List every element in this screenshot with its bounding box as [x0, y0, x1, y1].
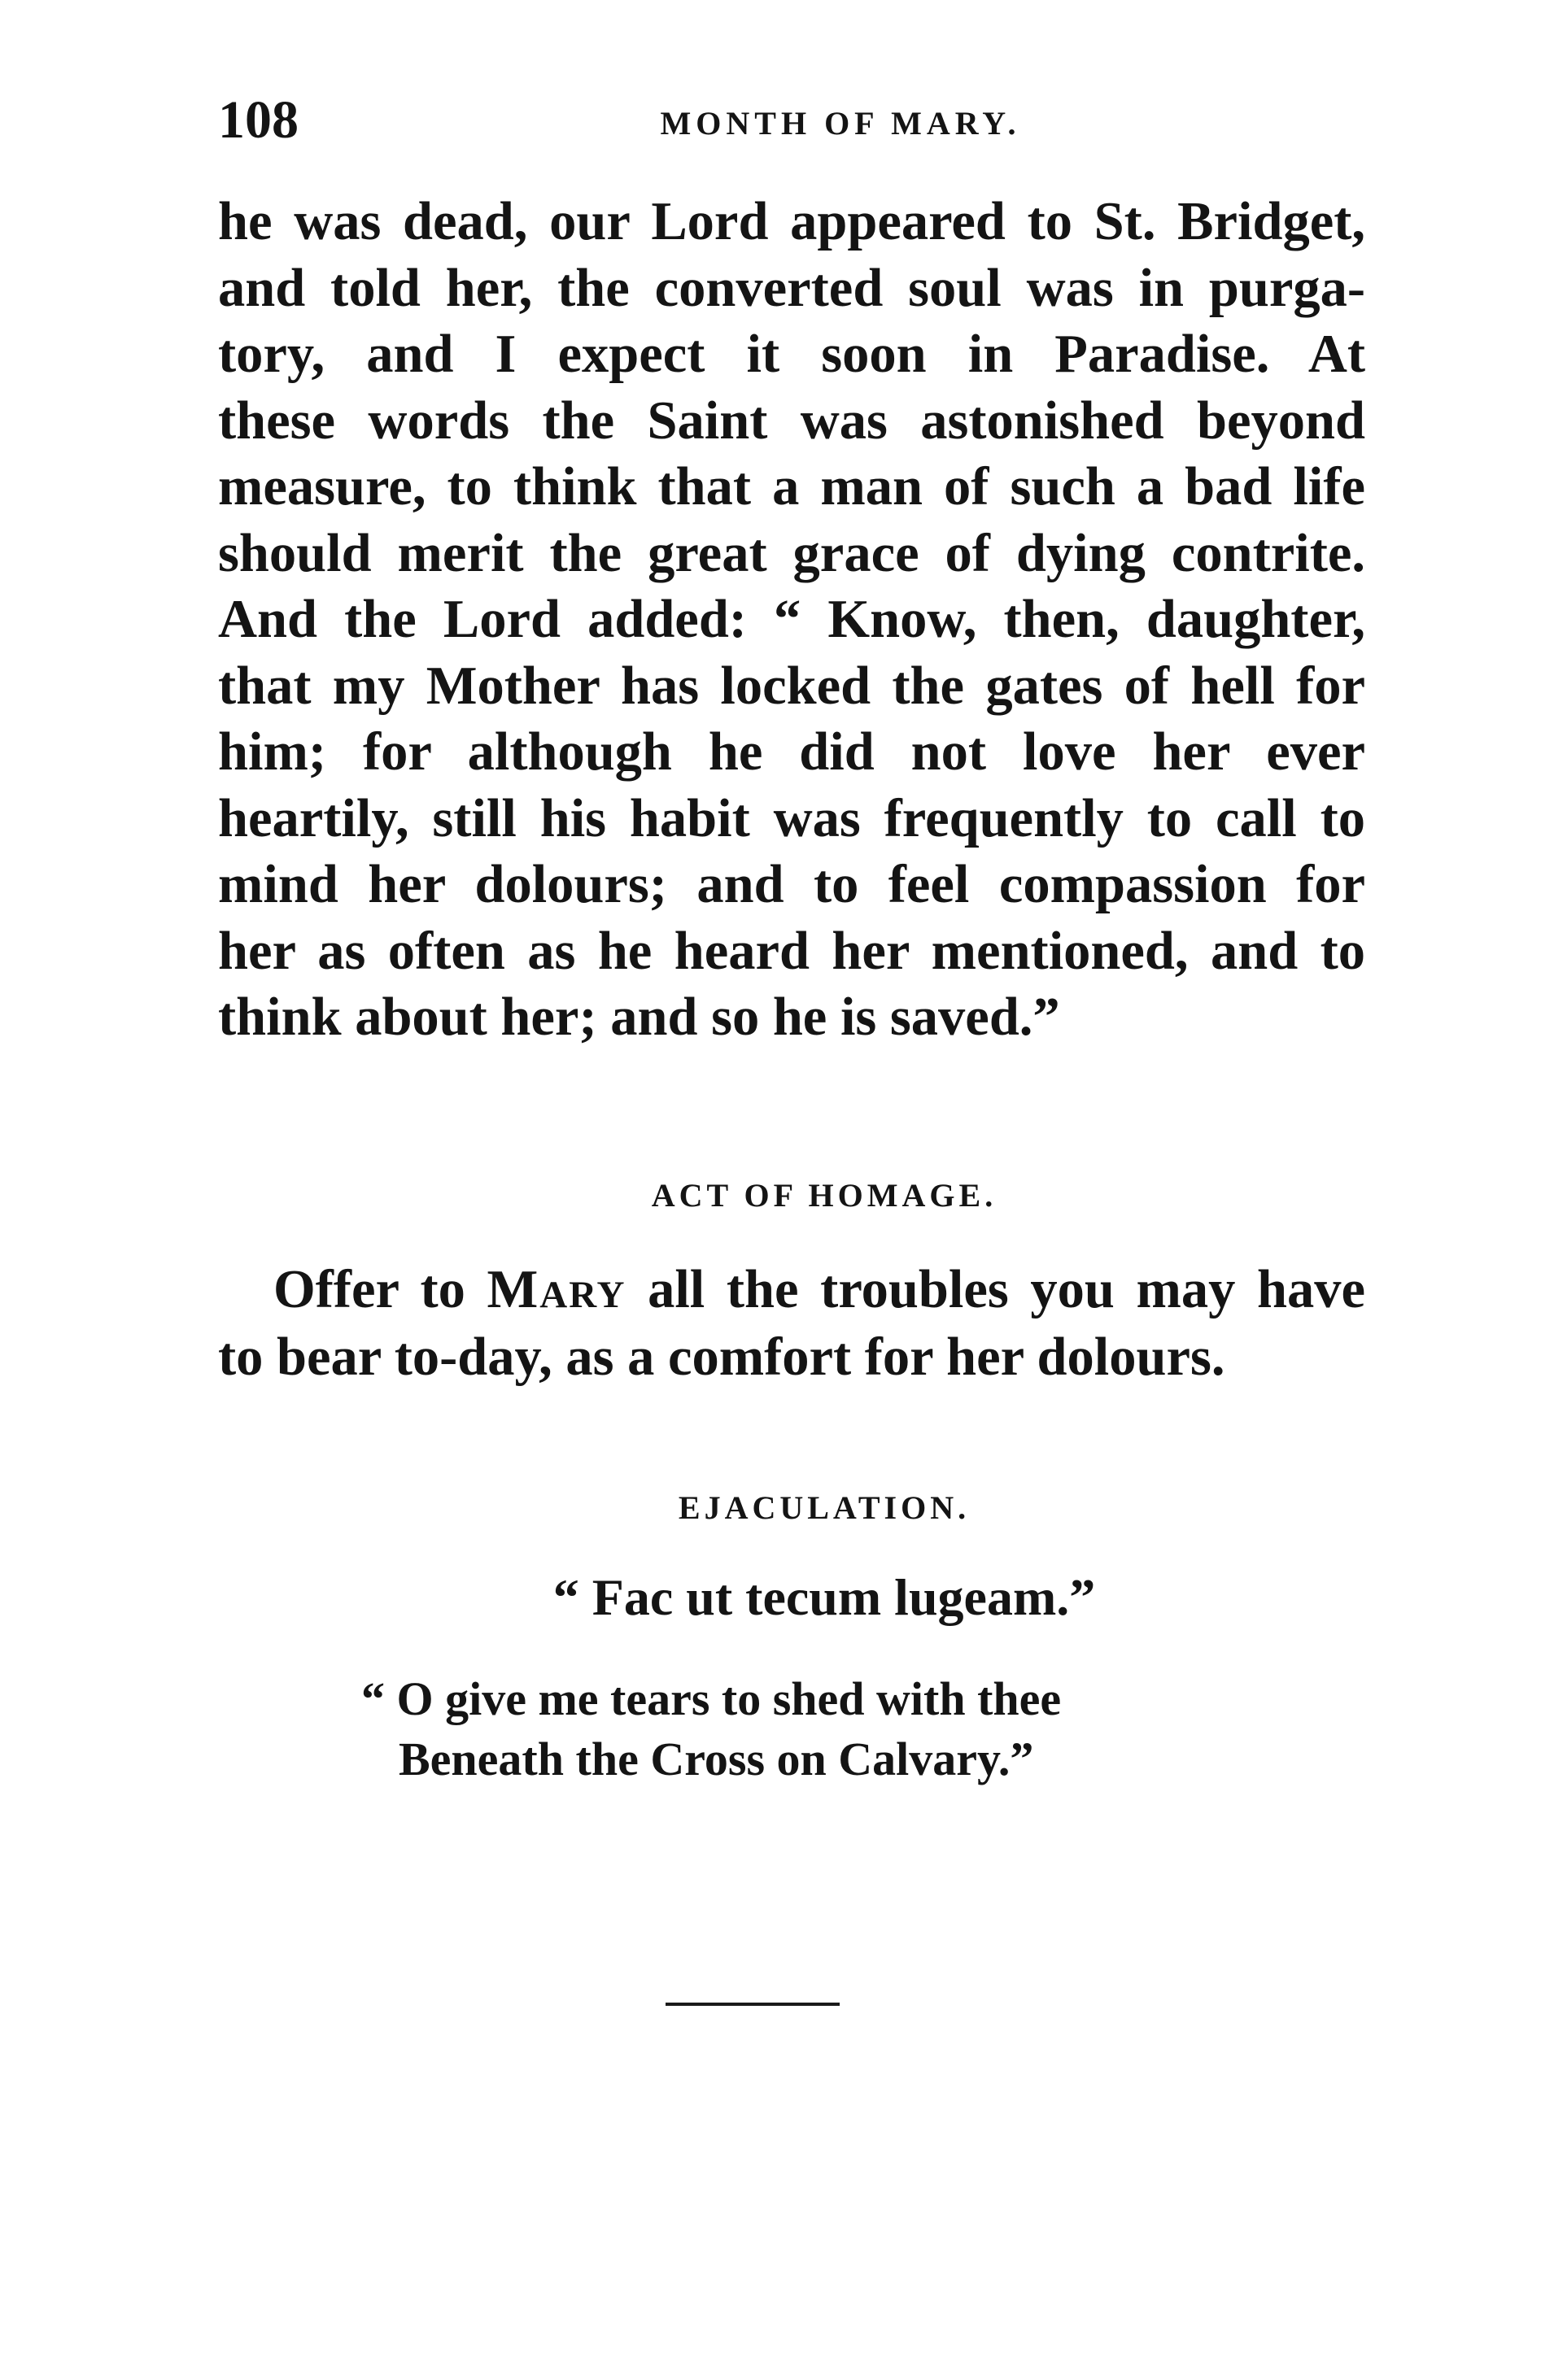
body-line: And the Lord added: “ Know, then, daughter,	[218, 590, 1365, 649]
homage-line: to bear to-day, as a comfort for her dolours.	[218, 1327, 1225, 1387]
body-line: heartily, still his habit was frequently to call to	[218, 788, 1365, 848]
body-line: tory, and I expect it soon in Paradise. At	[218, 325, 1365, 384]
homage-text-end: all the troubles you may have	[626, 1260, 1365, 1319]
verse-line: Beneath the Cross on Calvary.”	[399, 1733, 1034, 1785]
body-line: him; for although he did not love her ever	[218, 722, 1365, 782]
body-line: her as often as he heard her mentioned, and to	[218, 921, 1365, 981]
body-line: think about her; and so he is saved.”	[218, 987, 1060, 1047]
body-line: should merit the great grace of dying contrite.	[218, 523, 1365, 583]
body-line: that my Mother has locked the gates of hell for	[218, 656, 1365, 716]
act-of-homage-text	[218, 1256, 1365, 1391]
running-head	[218, 88, 1365, 153]
body-line: mind her dolours; and to feel compassion for	[218, 855, 1365, 914]
body-line: he was dead, our Lord appeared to St. Bridget,	[218, 192, 1365, 251]
body-line: these words the Saint was astonished beyond	[218, 390, 1365, 451]
homage-text-start: Offer to	[273, 1260, 487, 1319]
homage-line	[218, 1256, 1365, 1323]
body-line: measure, to think that a man of such a bad life	[218, 457, 1365, 517]
body-paragraph	[218, 189, 1365, 1051]
act-of-homage-heading: ACT OF HOMAGE.	[651, 1177, 998, 1214]
ejaculation-verse	[361, 1669, 1061, 1789]
verse-line: “ O give me tears to shed with thee	[361, 1672, 1062, 1725]
body-line: and told her, the converted soul was in purga-	[218, 258, 1365, 318]
end-rule	[666, 2003, 840, 2006]
mary-name: Mary	[487, 1260, 626, 1319]
ejaculation-heading: EJACULATION.	[678, 1489, 971, 1526]
running-title: MONTH OF MARY.	[660, 105, 1021, 142]
page-number: 108	[218, 90, 299, 150]
ejaculation-latin: “ Fac ut tecum lugeam.”	[552, 1568, 1096, 1626]
